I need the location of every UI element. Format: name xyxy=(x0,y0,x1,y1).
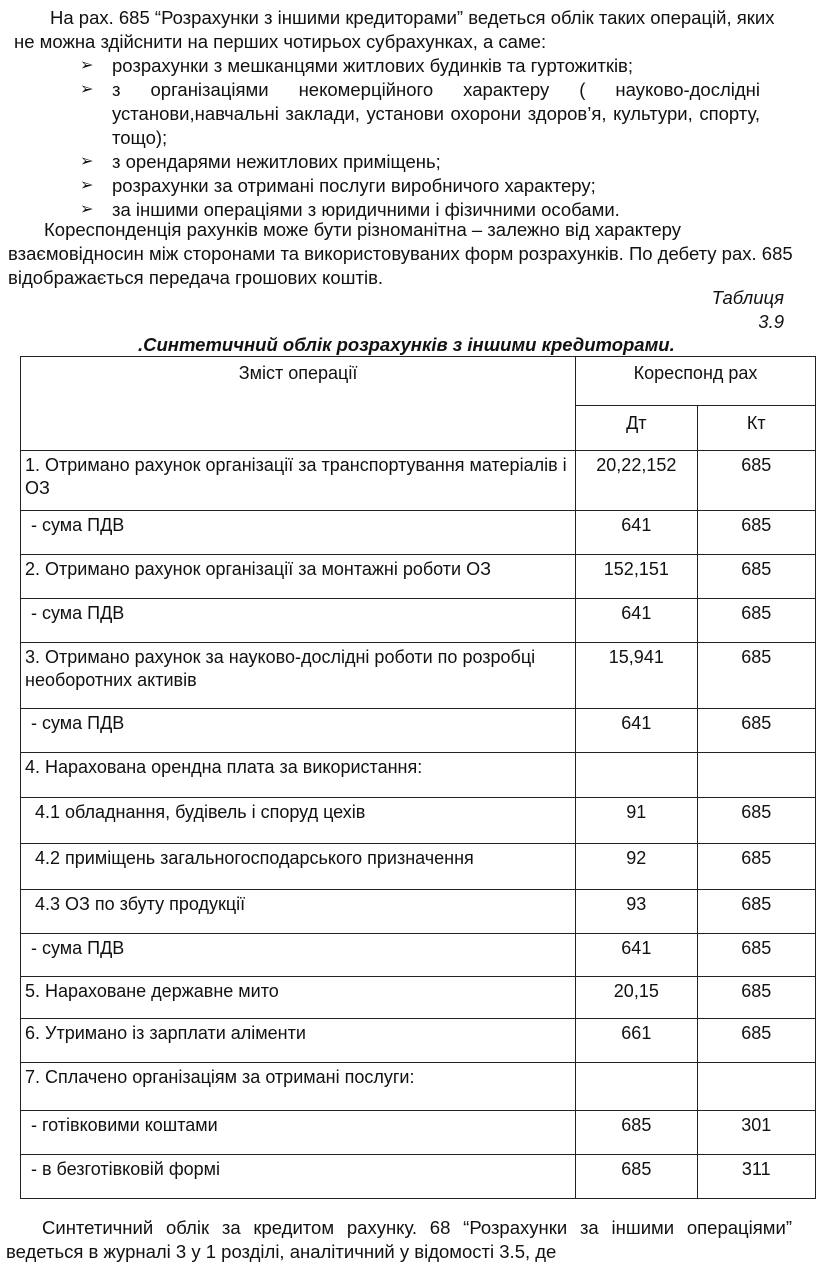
debit-cell: 91 xyxy=(576,798,697,844)
table-row xyxy=(21,753,816,798)
operation-cell: 4. Нарахована орендна плата за використання: xyxy=(21,753,576,798)
header-operation: Зміст операції xyxy=(21,357,576,451)
credit-cell: 685 xyxy=(697,934,815,977)
table-row xyxy=(21,451,816,511)
header-debit: Дт xyxy=(576,406,697,451)
debit-cell: 685 xyxy=(576,1111,697,1155)
debit-cell: 641 xyxy=(576,511,697,555)
table-row xyxy=(21,1155,816,1199)
debit-cell: 152,151 xyxy=(576,555,697,599)
debit-cell: 641 xyxy=(576,599,697,643)
operation-cell: 2. Отримано рахунок організації за монтажні роботи ОЗ xyxy=(21,555,576,599)
credit-cell: 685 xyxy=(697,511,815,555)
list-item: ➢ з орендарями нежитлових приміщень; xyxy=(80,151,441,172)
operation-cell: 4.1 обладнання, будівель і споруд цехів xyxy=(21,798,576,844)
arrow-bullet-icon: ➢ xyxy=(80,177,94,194)
credit-cell: 685 xyxy=(697,1019,815,1063)
accounting-table xyxy=(20,356,816,1199)
debit-cell xyxy=(576,1063,697,1111)
arrow-bullet-icon: ➢ xyxy=(80,57,94,74)
table-row xyxy=(21,890,816,934)
operation-cell: 4.3 ОЗ по збуту продукції xyxy=(21,890,576,934)
debit-cell: 20,15 xyxy=(576,977,697,1019)
table-caption-number: 3.9 xyxy=(758,311,784,332)
header-correspondence: Кореспонд рах xyxy=(576,357,816,406)
arrow-bullet-icon: ➢ xyxy=(80,153,94,170)
credit-cell: 685 xyxy=(697,555,815,599)
closing-paragraph: Синтетичний облік за кредитом рахунку. 68 “Розрахунки за іншими операціями” ведеться в журналі 3 у 1 розділі, аналітичний у відомості 3.5, де xyxy=(6,1217,792,1262)
operation-cell: - сума ПДВ xyxy=(21,709,576,753)
debit-cell: 20,22,152 xyxy=(576,451,697,511)
header-credit: Кт xyxy=(697,406,815,451)
table-row xyxy=(21,1019,816,1063)
credit-cell: 685 xyxy=(697,643,815,709)
debit-cell: 661 xyxy=(576,1019,697,1063)
credit-cell: 311 xyxy=(697,1155,815,1199)
credit-cell: 301 xyxy=(697,1111,815,1155)
credit-cell: 685 xyxy=(697,709,815,753)
operation-cell: 7. Сплачено організаціям за отримані послуги: xyxy=(21,1063,576,1111)
credit-cell: 685 xyxy=(697,844,815,890)
correspondence-paragraph: Кореспонденція рахунків може бути різноманітна – залежно від характеру взаємовідносин між сторонами та використовуваних форм розрахунків. По дебету рах. 685 відображається передача грошових коштів. xyxy=(8,219,793,288)
operation-cell: 6. Утримано із зарплати аліменти xyxy=(21,1019,576,1063)
table-header-row xyxy=(21,357,816,406)
table-caption xyxy=(712,286,784,334)
operation-cell: - сума ПДВ xyxy=(21,934,576,977)
operation-cell: - сума ПДВ xyxy=(21,511,576,555)
bullet-list xyxy=(60,54,760,222)
debit-cell: 641 xyxy=(576,934,697,977)
table-row xyxy=(21,709,816,753)
debit-cell: 685 xyxy=(576,1155,697,1199)
operation-cell: 1. Отримано рахунок організації за транспортування матеріалів і ОЗ xyxy=(21,451,576,511)
table-row xyxy=(21,798,816,844)
table-row xyxy=(21,1063,816,1111)
operation-cell: - готівковими коштами xyxy=(21,1111,576,1155)
operation-cell: - сума ПДВ xyxy=(21,599,576,643)
operation-cell: 4.2 приміщень загальногосподарського призначення xyxy=(21,844,576,890)
credit-cell: 685 xyxy=(697,451,815,511)
debit-cell: 641 xyxy=(576,709,697,753)
credit-cell: 685 xyxy=(697,977,815,1019)
credit-cell: 685 xyxy=(697,890,815,934)
table-row xyxy=(21,555,816,599)
table-row xyxy=(21,977,816,1019)
table-caption-word: Таблиця xyxy=(711,287,784,308)
credit-cell xyxy=(697,753,815,798)
table-row xyxy=(21,844,816,890)
table-row xyxy=(21,511,816,555)
operation-cell: - в безготівковій формі xyxy=(21,1155,576,1199)
list-item: ➢ за іншими операціями з юридичними і фізичними особами. xyxy=(80,199,620,220)
debit-cell xyxy=(576,753,697,798)
operation-cell: 3. Отримано рахунок за науково-дослідні роботи по розробці необоротних активів xyxy=(21,643,576,709)
arrow-bullet-icon: ➢ xyxy=(80,81,94,98)
credit-cell: 685 xyxy=(697,599,815,643)
table-row xyxy=(21,934,816,977)
debit-cell: 92 xyxy=(576,844,697,890)
credit-cell: 685 xyxy=(697,798,815,844)
operation-cell: 5. Нараховане державне мито xyxy=(21,977,576,1019)
list-item: ➢ розрахунки за отримані послуги виробничого характеру; xyxy=(80,175,596,196)
list-item: ➢ розрахунки з мешканцями житлових будинків та гуртожитків; xyxy=(80,55,634,76)
table-row xyxy=(21,1111,816,1155)
debit-cell: 93 xyxy=(576,890,697,934)
list-item: ➢ з організаціями некомерційного характеру ( науково-дослідні установи,навчальні заклади, установи охорони здоров’я, культури, спорту, тощо); xyxy=(80,79,760,148)
table-title: .Синтетичний облік розрахунків з іншими кредиторами. xyxy=(138,334,675,355)
intro-paragraph: На рах. 685 “Розрахунки з іншими кредиторами” ведеться облік таких операцій, яких не можна здійснити на перших чотирьох субрахунках, а саме: xyxy=(14,7,775,52)
table-row xyxy=(21,643,816,709)
credit-cell xyxy=(697,1063,815,1111)
table-row xyxy=(21,599,816,643)
arrow-bullet-icon: ➢ xyxy=(80,201,94,218)
debit-cell: 15,941 xyxy=(576,643,697,709)
